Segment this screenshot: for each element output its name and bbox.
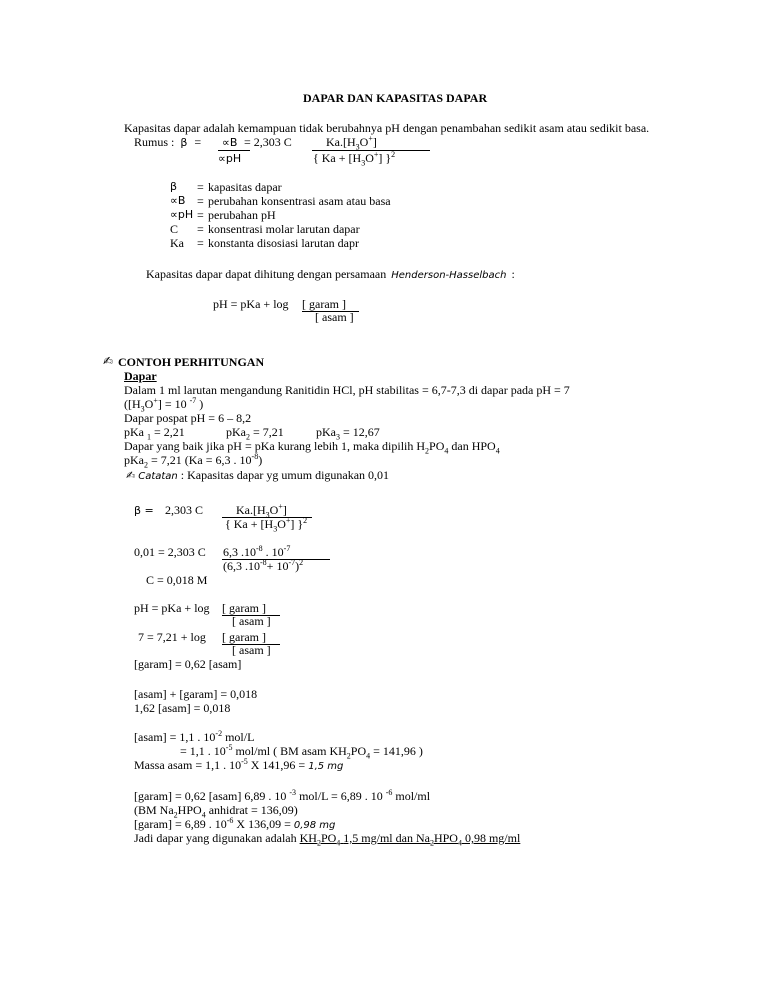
note-line: ✍ Catatan : Kapasitas dapar yg umum digunakan 0,01 xyxy=(126,468,390,482)
def-equals: = xyxy=(197,208,204,222)
calc5-numerator: [ garam ] xyxy=(222,630,266,644)
hh-intro: Kapasitas dapar dapat dihitung dengan persamaan Henderson-Hasselbach : xyxy=(146,267,515,281)
hh-denominator: [ asam ] xyxy=(315,310,354,324)
hh-equation: pH = pKa + log xyxy=(213,297,289,311)
def-symbol: β xyxy=(170,180,178,193)
def-symbol: C xyxy=(170,222,179,236)
formula-delta-b: ∝B xyxy=(222,136,238,149)
hh-numerator: [ garam ] xyxy=(302,297,346,311)
calc13: (BM $Na_2HPO_4$ anhidrat = 136,09) xyxy=(134,803,298,820)
calc7: [asam] + [garam] = 0,018 xyxy=(134,687,258,701)
def-text: kapasitas dapar xyxy=(208,180,282,194)
pencil-icon: ✍ xyxy=(126,469,136,482)
calc-beta: β = xyxy=(134,504,154,517)
formula-numerator: $Ka.[H_3O^+]$ xyxy=(326,134,377,152)
calc14: [garam] = 6,89 . $10^{-6}$ X 136,09 = 0,98 mg xyxy=(134,816,336,831)
calc4-numerator: [ garam ] xyxy=(222,601,266,615)
pka3: pKa$_3$ = 12,67 xyxy=(316,425,380,442)
body-line-3: Dapar pospat pH = 6 – 8,2 xyxy=(124,411,252,425)
body-line-6: pKa$_2$ = 7,21 (Ka = 6,3 . $10^{-8}$) xyxy=(124,452,263,470)
page-title: DAPAR DAN KAPASITAS DAPAR xyxy=(303,91,488,105)
formula-label: Rumus : β = xyxy=(134,135,202,149)
calc2-numerator: 6,3 $.10^{-8}$ . $10^{-7}$ xyxy=(223,544,291,559)
def-equals: = xyxy=(197,236,204,250)
def-text: perubahan pH xyxy=(208,208,276,222)
def-text: perubahan konsentrasi asam atau basa xyxy=(208,194,391,208)
formula-delta-ph: ∝pH xyxy=(218,152,242,165)
calc2-left: 0,01 = 2,303 C xyxy=(134,545,206,559)
calc1-denominator: { $Ka + [H_3O^+]$ }$^2$ xyxy=(225,516,308,534)
body-line-2: ($[H_3O^+] = 10$ $^{-7}$ ) xyxy=(124,396,204,414)
def-equals: = xyxy=(197,180,204,194)
calc8: 1,62 [asam] = 0,018 xyxy=(134,701,231,715)
calc12: [garam] = 0,62 [asam] 6,89 . 10 $^{-3}$ mol/L = 6,89 . 10 $^{-6}$ mol/ml xyxy=(134,788,431,803)
def-text: konstanta disosiasi larutan dapr xyxy=(208,236,359,250)
calc2-denominator: (6,3 $.10^{-8}+ 10^{-7})^2$ xyxy=(223,558,304,573)
def-equals: = xyxy=(197,222,204,236)
calc6: [garam] = 0,62 [asam] xyxy=(134,657,242,671)
calc1-numerator: $Ka.[H_3O^+]$ xyxy=(236,502,287,520)
def-text: konsentrasi molar larutan dapar xyxy=(208,222,360,236)
section-title: CONTOH PERHITUNGAN xyxy=(118,355,265,369)
pka2: pKa$_2$ = 7,21 xyxy=(226,425,284,442)
def-equals: = xyxy=(197,194,204,208)
def-symbol: ∝B xyxy=(170,194,186,207)
calc4-denominator: [ asam ] xyxy=(232,614,271,628)
pencil-icon: ✍ xyxy=(103,354,114,368)
calc15-conclusion: Jadi dapar yang digunakan adalah $KH_2PO_4$ 1,5 mg/ml dan $Na_2HPO_4$ 0,98 mg/ml xyxy=(134,831,521,848)
calc11: Massa asam = 1,1 . $10^{-5}$ X 141,96 = 1,5 mg xyxy=(134,757,344,772)
calc-coefficient: 2,303 C xyxy=(165,503,204,517)
calc5-denominator: [ asam ] xyxy=(232,643,271,657)
section-subtitle: Dapar xyxy=(124,369,157,383)
calc4-left: pH = pKa + log xyxy=(134,601,210,615)
body-line-5: Dapar yang baik jika pH = pKa kurang lebih 1, maka dipilih $H_2PO_4$ dan $HPO_4$ xyxy=(124,439,500,456)
def-symbol: Ka xyxy=(170,236,184,250)
calc5-left: 7 = 7,21 + log xyxy=(138,630,206,644)
calc3-result: C = 0,018 M xyxy=(146,573,208,587)
intro-paragraph: Kapasitas dapar adalah kemampuan tidak berubahnya pH dengan penambahan sedikit asam atau sedikit basa. xyxy=(124,121,650,135)
formula-denominator: { $Ka + [H_3O^+]$ }$^2$ xyxy=(313,150,396,168)
calc9: [asam] = 1,1 . $10^{-2}$ mol/L xyxy=(134,729,255,744)
body-line-1: Dalam 1 ml larutan mengandung Ranitidin HCl, pH stabilitas = 6,7-7,3 di dapar pada pH = 7 xyxy=(124,383,570,397)
pka1: pKa $_1$ = 2,21 xyxy=(124,425,185,442)
def-symbol: ∝pH xyxy=(170,208,194,221)
calc10: = 1,1 . $10^{-5}$ mol/ml ( BM asam $KH_2PO_4 = 141,96$ ) xyxy=(180,743,423,761)
formula-coefficient: = 2,303 C xyxy=(244,135,292,149)
